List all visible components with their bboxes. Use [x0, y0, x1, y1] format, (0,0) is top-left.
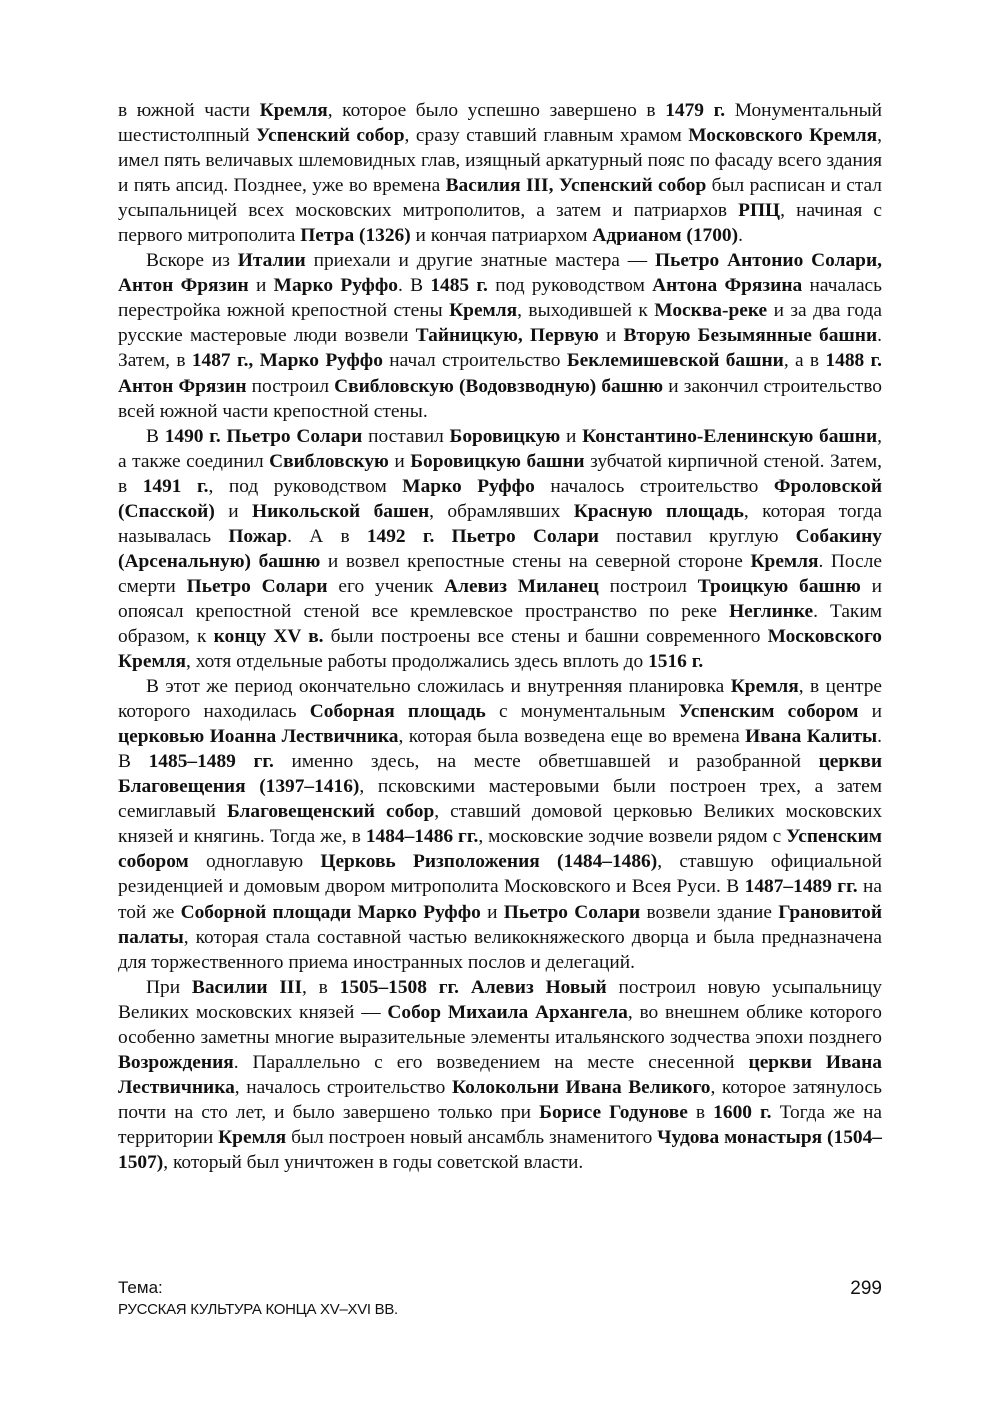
bold-term: церкви Благовещения (1397–1416): [118, 751, 882, 798]
bold-term: Никольской башен: [252, 500, 430, 522]
bold-term: Василии III: [191, 976, 302, 998]
bold-term: Италии: [237, 250, 306, 272]
bold-term: 1505–1508 гг. Алевиз Новый: [339, 976, 607, 998]
bold-term: Неглинке: [729, 600, 814, 622]
bold-term: Фроловской (Спасской): [118, 475, 882, 522]
bold-term: 1516 г.: [648, 651, 704, 673]
bold-term: Чудова монастыря (1504–1507): [118, 1126, 882, 1173]
bold-term: Успенский собор: [256, 125, 405, 147]
topic-label: Тема:: [118, 1278, 163, 1297]
bold-term: Боровицкую: [449, 425, 561, 447]
bold-term: Ивана Калиты: [745, 726, 878, 748]
bold-term: Алевиз Миланец: [444, 575, 599, 597]
bold-term: Вторую Безымянные башни: [623, 325, 878, 347]
body-text: [118, 98, 882, 1175]
bold-term: Кремля: [259, 100, 328, 121]
bold-term: Успенским собором: [678, 701, 859, 723]
bold-term: Кремля: [730, 676, 799, 698]
bold-term: Марко Руффо: [402, 475, 535, 497]
bold-term: Адрианом (1700): [592, 225, 739, 247]
bold-term: церкви Ивана Лествичника: [118, 1051, 882, 1098]
bold-term: Собакину (Арсенальную) башню: [118, 525, 882, 572]
paragraph: В этот же период окончательно сложилась и внутренняя планировка Кремля, в центре которого находилась Соборная площадь с монументальным Успенским собором и церковью Иоанна Лествичника, которая была возведена еще во времена Ивана Калиты. В 1485–1489 гг. именно здесь, на месте обветшавшей и разобранной церкви Благовещения (1397–1416), псковскими мастеровыми были построен трех, а затем семиглавый Благовещенский собор, ставший домовой церковью Великих московских князей и княгинь. Тогда же, в 1484–1486 гг., московские зодчие возвели рядом с Успенским собором одноглавую Церковь Ризположения (1484–1486), ставшую официальной резиденцией и домовым двором митрополита Московского и Всея Руси. В 1487–1489 гг. на той же Соборной площади Марко Руффо и Пьетро Солари возвели здание Грановитой палаты, которая стала составной частью великокняжеского дворца и была предназначена для торжественного приема иностранных послов и делегаций.: [118, 676, 883, 973]
bold-term: 1485–1489 гг.: [148, 751, 274, 773]
bold-term: Беклемишевской башни: [566, 350, 784, 372]
bold-term: Успенским собором: [118, 826, 882, 873]
bold-term: Собор Михаила Архангела: [387, 1001, 628, 1023]
paragraph: в южной части Кремля, которое было успешно завершено в 1479 г. Монументальный шестистолпный Успенский собор, сразу ставший главным храмом Московского Кремля, имел пять величавых шлемовидных глав, изящный аркатурный пояс по фасаду всего здания и пять апсид. Позднее, уже во времена Василия III, Успенский собор был расписан и стал усыпальницей всех московских митрополитов, а затем и патриархов РПЦ, начиная с первого митрополита Петра (1326) и кончая патриархом Адрианом (1700).: [118, 100, 883, 247]
bold-term: Кремля: [750, 550, 819, 572]
bold-term: Антона Фрязина: [652, 275, 803, 297]
bold-term: Пьетро Солари: [186, 575, 328, 597]
bold-term: Троицкую башню: [697, 575, 861, 597]
bold-term: Москва-реке: [654, 300, 768, 322]
bold-term: Пьетро Солари: [503, 901, 641, 923]
paragraph: Вскоре из Италии приехали и другие знатные мастера — Пьетро Антонио Солари, Антон Фрязин и Марко Руффо. В 1485 г. под руководством Антона Фрязина началась перестройка южной крепостной стены Кремля, выходившей к Москва-реке и за два года русские мастеровые люди возвели Тайницкую, Первую и Вторую Безымянные башни. Затем, в 1487 г., Марко Руффо начал строительство Беклемишевской башни, а в 1488 г. Антон Фрязин построил Свибловскую (Водовзводную) башню и закончил строительство всей южной части крепостной стены.: [118, 250, 883, 422]
bold-term: 1484–1486 гг.: [365, 826, 479, 848]
bold-term: Кремля: [218, 1126, 287, 1148]
bold-term: Грановитой палаты: [118, 901, 883, 948]
bold-term: Василия III, Успенский собор: [445, 175, 707, 197]
bold-term: 1488 г. Антон Фрязин: [118, 350, 882, 397]
paragraph: При Василии III, в 1505–1508 гг. Алевиз Новый построил новую усыпальницу Великих московских князей — Собор Михаила Архангела, во внешнем облике которого особенно заметны многие выразительные элементы итальянского зодчества эпохи позднего Возрождения. Параллельно с его возведением на месте снесенной церкви Ивана Лествичника, началось строительство Колокольни Ивана Великого, которое затянулось почти на сто лет, и было завершено только при Борисе Годунове в 1600 г. Тогда же на территории Кремля был построен новый ансамбль знаменитого Чудова монастыря (1504–1507), который был уничтожен в годы советской власти.: [118, 976, 883, 1173]
bold-term: Пьетро Антонио Солари, Антон Фрязин: [118, 250, 882, 297]
bold-term: 1492 г. Пьетро Солари: [366, 525, 599, 547]
bold-term: концу XV в.: [213, 625, 324, 647]
bold-term: 1479 г.: [665, 100, 726, 121]
bold-term: 1490 г. Пьетро Солари: [164, 425, 363, 447]
bold-term: Колокольни Ивана Великого: [451, 1076, 711, 1098]
bold-term: 1491 г.: [142, 475, 209, 497]
bold-term: Марко Руффо: [273, 275, 398, 297]
bold-term: РПЦ: [738, 200, 781, 222]
bold-term: Соборной площади Марко Руффо: [180, 901, 481, 923]
bold-term: 1487–1489 гг.: [744, 876, 858, 898]
bold-term: Возрождения: [118, 1051, 234, 1073]
bold-term: Московского Кремля: [688, 125, 878, 147]
bold-term: Петра (1326): [300, 225, 411, 247]
topic-title: РУССКАЯ КУЛЬТУРА КОНЦА XV–XVI ВВ.: [118, 1301, 398, 1318]
bold-term: Кремля: [449, 300, 518, 322]
bold-term: Пожар: [228, 525, 288, 547]
bold-term: Свибловскую (Водовзводную) башню: [334, 375, 664, 397]
bold-term: Константино-Еленинскую башни: [582, 425, 878, 447]
page-number: 299: [850, 1278, 882, 1299]
bold-term: 1485 г.: [430, 275, 488, 297]
bold-term: Тайницкую, Первую: [415, 325, 599, 347]
bold-term: Борисе Годунове: [539, 1101, 688, 1123]
bold-term: Соборная площадь: [309, 701, 486, 723]
bold-term: 1487 г., Марко Руффо: [191, 350, 383, 372]
bold-term: Боровицкую башни: [410, 450, 585, 472]
bold-term: Свибловскую: [269, 450, 389, 472]
paragraph: В 1490 г. Пьетро Солари поставил Боровицкую и Константино-Еленинскую башни, а также соединил Свибловскую и Боровицкую башни зубчатой кирпичной стеной. Затем, в 1491 г., под руководством Марко Руффо началось строительство Фроловской (Спасской) и Никольской башен, обрамлявших Красную площадь, которая тогда называлась Пожар. А в 1492 г. Пьетро Солари поставил круглую Собакину (Арсенальную) башню и возвел крепостные стены на северной стороне Кремля. После смерти Пьетро Солари его ученик Алевиз Миланец построил Троицкую башню и опоясал крепостной стеной все кремлевское пространство по реке Неглинке. Таким образом, к концу XV в. были построены все стены и башни современного Московского Кремля, хотя отдельные работы продолжались здесь вплоть до 1516 г.: [118, 425, 883, 673]
bold-term: Московского Кремля: [118, 625, 882, 673]
bold-term: Благовещенский собор: [226, 801, 435, 823]
bold-term: Красную площадь: [573, 500, 744, 522]
bold-term: церковью Иоанна Лествичника: [118, 726, 399, 748]
bold-term: Церковь Ризположения (1484–1486): [320, 851, 658, 873]
bold-term: 1600 г.: [713, 1101, 772, 1123]
